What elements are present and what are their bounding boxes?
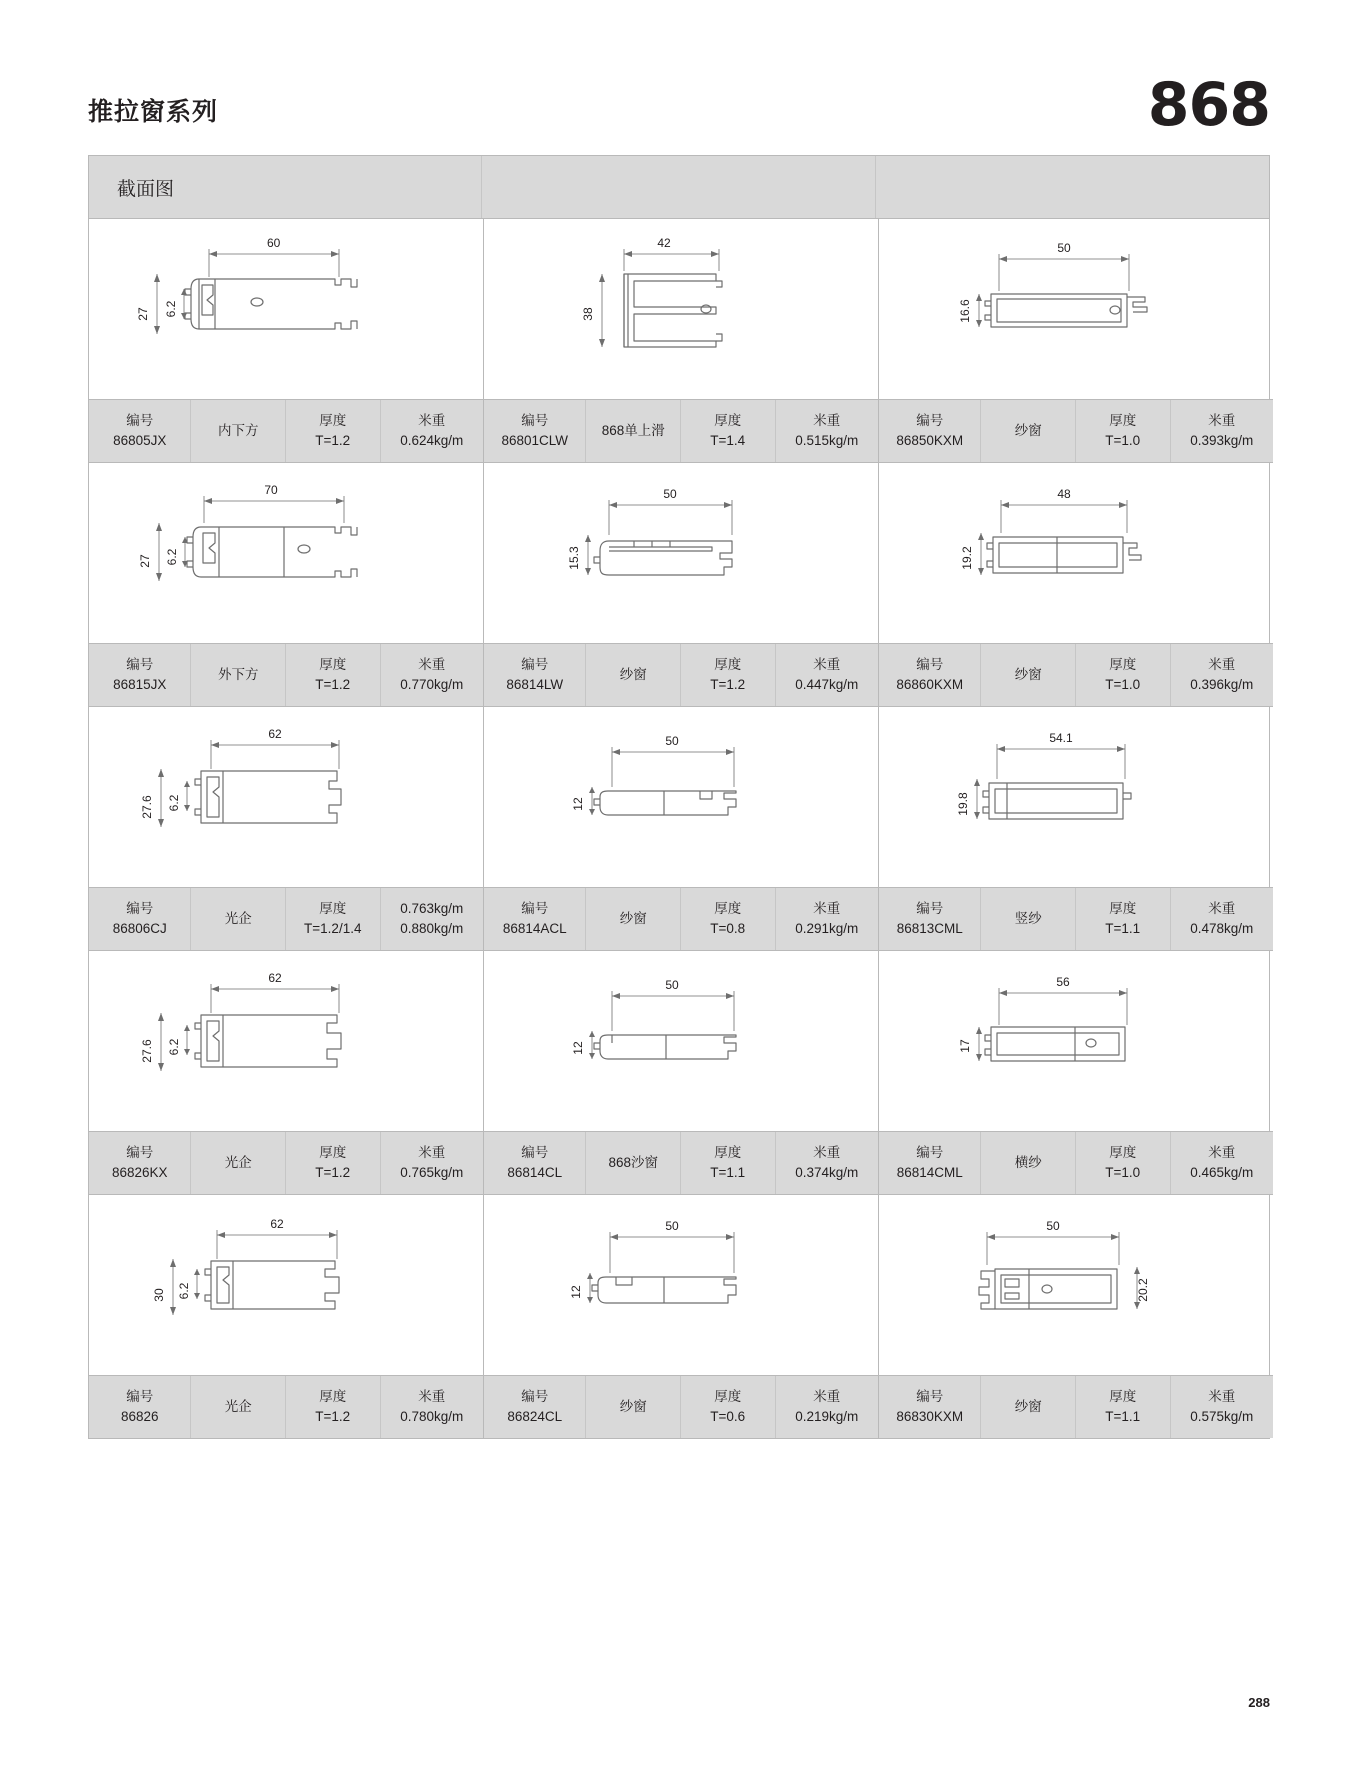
profile-figure-86814CL	[484, 951, 878, 1131]
dim-height: 12	[569, 1285, 583, 1299]
spec-weight-label: 米重	[1208, 657, 1236, 673]
spec-row	[89, 643, 483, 707]
spec-name: 竖纱	[981, 888, 1076, 950]
profile-cell	[879, 463, 1273, 707]
spec-thickness-value: T=1.1	[1105, 921, 1141, 936]
spec-thickness-label: 厚度	[714, 657, 742, 673]
spec-name: 纱窗	[586, 644, 681, 706]
spec-weight	[1171, 400, 1273, 462]
profile-cell	[89, 219, 484, 463]
spec-name: 光企	[191, 1132, 286, 1194]
spec-weight-value: 0.219kg/m	[795, 1409, 859, 1424]
profile-table	[88, 155, 1270, 1439]
spec-code	[484, 644, 586, 706]
spec-weight-label: 米重	[813, 657, 841, 673]
profile-cell	[484, 463, 879, 707]
profile-figure-86830KXM	[879, 1195, 1273, 1375]
dim-width: 42	[657, 236, 671, 250]
profile-cell	[484, 951, 879, 1195]
profile-cell	[484, 1195, 879, 1438]
spec-thickness	[1076, 644, 1171, 706]
spec-code-value: 86814CML	[896, 1165, 963, 1180]
spec-code-value: 86814LW	[506, 677, 564, 692]
spec-code-value: 86826KX	[111, 1165, 168, 1180]
spec-row	[484, 887, 878, 951]
dim-inner: 6.2	[164, 300, 178, 318]
spec-weight	[776, 644, 878, 706]
dim-height: 38	[581, 307, 595, 321]
spec-weight	[776, 1132, 878, 1194]
spec-code-label: 编号	[126, 1389, 154, 1405]
spec-thickness-value: T=1.4	[710, 433, 746, 448]
spec-thickness-value: T=1.2	[710, 677, 746, 692]
page-title: 推拉窗系列	[88, 98, 219, 126]
spec-name: 光企	[191, 1376, 286, 1438]
spec-code-label: 编号	[126, 657, 154, 673]
spec-code-value: 86815JX	[113, 677, 167, 692]
spec-weight	[381, 1376, 483, 1438]
spec-weight-label: 米重	[1208, 1389, 1236, 1405]
spec-thickness	[681, 888, 776, 950]
spec-weight-value: 0.374kg/m	[795, 1165, 859, 1180]
spec-code	[879, 888, 981, 950]
profile-figure-86814CML	[879, 951, 1273, 1131]
spec-code-label: 编号	[916, 657, 944, 673]
profile-figure-86826	[89, 1195, 483, 1375]
spec-code	[484, 1376, 586, 1438]
spec-weight-value: 0.291kg/m	[795, 921, 859, 936]
spec-thickness	[1076, 1132, 1171, 1194]
dim-height: 30	[152, 1288, 166, 1302]
spec-name: 纱窗	[981, 400, 1076, 462]
spec-code-label: 编号	[126, 901, 154, 917]
spec-thickness-value: T=0.6	[710, 1409, 746, 1424]
dim-width: 56	[1056, 975, 1070, 989]
spec-name: 光企	[191, 888, 286, 950]
spec-code	[89, 1132, 191, 1194]
spec-weight	[776, 400, 878, 462]
dim-inner: 6.2	[167, 1038, 181, 1056]
spec-weight-value: 0.447kg/m	[795, 677, 859, 692]
spec-row	[879, 399, 1273, 463]
profile-cell	[879, 951, 1273, 1195]
spec-code	[879, 400, 981, 462]
dim-height: 16.6	[958, 299, 972, 323]
profile-figure-86806CJ	[89, 707, 483, 887]
spec-code	[879, 1376, 981, 1438]
profile-cell	[879, 707, 1273, 951]
profile-cell	[89, 463, 484, 707]
spec-thickness-label: 厚度	[714, 901, 742, 917]
spec-thickness-label: 厚度	[714, 1389, 742, 1405]
dim-width: 48	[1057, 487, 1071, 501]
dim-height: 27.6	[140, 795, 154, 819]
profile-figure-86850KXM	[879, 219, 1273, 399]
spec-thickness	[681, 1132, 776, 1194]
spec-row	[89, 1131, 483, 1195]
spec-code	[484, 888, 586, 950]
spec-code	[879, 1132, 981, 1194]
spec-thickness-label: 厚度	[1109, 657, 1137, 673]
spec-code-label: 编号	[521, 413, 549, 429]
spec-weight-value: 0.515kg/m	[795, 433, 859, 448]
spec-name: 内下方	[191, 400, 286, 462]
spec-weight-value: 0.575kg/m	[1190, 1409, 1254, 1424]
dim-height: 20.2	[1136, 1278, 1150, 1302]
profile-figure-86815JX	[89, 463, 483, 643]
spec-weight	[1171, 644, 1273, 706]
dim-width: 50	[663, 487, 677, 501]
spec-row	[89, 399, 483, 463]
spec-thickness-label: 厚度	[319, 413, 347, 429]
spec-thickness-label: 厚度	[714, 413, 742, 429]
series-number: 868	[1147, 70, 1270, 140]
page-number: 288	[1248, 1695, 1270, 1710]
spec-name: 868单上滑	[586, 400, 681, 462]
profile-cell	[89, 951, 484, 1195]
spec-thickness-value: T=1.0	[1105, 677, 1141, 692]
spec-thickness-value: T=1.2	[315, 433, 351, 448]
spec-code-value: 86801CLW	[501, 433, 568, 448]
dim-width: 70	[264, 483, 278, 497]
spec-code	[484, 400, 586, 462]
spec-weight-value: 0.393kg/m	[1190, 433, 1254, 448]
spec-thickness-label: 厚度	[714, 1145, 742, 1161]
spec-code-label: 编号	[916, 1389, 944, 1405]
spec-weight-value: 0.624kg/m	[400, 433, 464, 448]
spec-code-value: 86814CL	[507, 1165, 563, 1180]
dim-height: 12	[571, 797, 585, 811]
profile-figure-86814LW	[484, 463, 878, 643]
spec-thickness-value: T=1.0	[1105, 433, 1141, 448]
spec-name: 纱窗	[981, 1376, 1076, 1438]
spec-thickness	[1076, 400, 1171, 462]
spec-code-value: 86814ACL	[502, 921, 567, 936]
spec-name: 纱窗	[586, 1376, 681, 1438]
dim-height: 27.6	[140, 1039, 154, 1063]
spec-weight	[381, 400, 483, 462]
dim-inner: 6.2	[165, 548, 179, 566]
profile-cell	[484, 707, 879, 951]
profile-figure-86801CLW	[484, 219, 878, 399]
spec-weight	[776, 1376, 878, 1438]
dim-width: 50	[665, 734, 679, 748]
spec-weight-label: 米重	[418, 413, 446, 429]
dim-width: 62	[270, 1217, 284, 1231]
spec-name: 纱窗	[586, 888, 681, 950]
dim-height: 27	[136, 307, 150, 321]
spec-thickness-label: 厚度	[319, 901, 347, 917]
spec-weight-value: 0.465kg/m	[1190, 1165, 1254, 1180]
spec-code	[484, 1132, 586, 1194]
spec-thickness-label: 厚度	[319, 1389, 347, 1405]
spec-weight-label: 米重	[813, 413, 841, 429]
spec-thickness	[286, 888, 381, 950]
dim-height: 15.3	[567, 546, 581, 570]
dim-width: 50	[665, 1219, 679, 1233]
spec-code-label: 编号	[521, 1389, 549, 1405]
spec-code-value: 86860KXM	[896, 677, 964, 692]
profile-cell	[879, 1195, 1273, 1438]
spec-code-label: 编号	[916, 1145, 944, 1161]
table-band-header	[89, 156, 1269, 219]
dim-height: 19.2	[960, 546, 974, 570]
spec-weight-label: 米重	[813, 1145, 841, 1161]
spec-thickness	[681, 400, 776, 462]
spec-thickness-label: 厚度	[1109, 901, 1137, 917]
spec-weight-label: 米重	[813, 901, 841, 917]
table-row	[89, 219, 1269, 463]
dim-height: 17	[958, 1039, 972, 1053]
dim-inner: 6.2	[167, 794, 181, 812]
dim-width: 62	[268, 971, 282, 985]
spec-row	[879, 643, 1273, 707]
dim-width: 62	[268, 727, 282, 741]
spec-name: 868沙窗	[586, 1132, 681, 1194]
page-header	[88, 70, 1270, 140]
spec-code-label: 编号	[521, 901, 549, 917]
spec-code-label: 编号	[916, 413, 944, 429]
spec-code-value: 86824CL	[507, 1409, 563, 1424]
spec-weight-label: 米重	[813, 1389, 841, 1405]
spec-thickness	[681, 1376, 776, 1438]
spec-weight-value: 0.780kg/m	[400, 1409, 464, 1424]
spec-weight-label: 米重	[1208, 413, 1236, 429]
spec-thickness-value: T=1.2	[315, 677, 351, 692]
spec-thickness	[1076, 888, 1171, 950]
spec-weight	[381, 644, 483, 706]
spec-code-label: 编号	[916, 901, 944, 917]
spec-name: 纱窗	[981, 644, 1076, 706]
profile-figure-86860KXM	[879, 463, 1273, 643]
dim-height: 19.8	[956, 792, 970, 816]
spec-weight	[381, 1132, 483, 1194]
spec-thickness	[1076, 1376, 1171, 1438]
spec-thickness-value: T=0.8	[710, 921, 746, 936]
dim-width: 50	[1057, 241, 1071, 255]
profile-cell	[484, 219, 879, 463]
spec-code-value: 86806CJ	[112, 921, 167, 936]
spec-name: 外下方	[191, 644, 286, 706]
spec-weight	[381, 888, 483, 950]
spec-thickness-label: 厚度	[1109, 1389, 1137, 1405]
spec-code-label: 编号	[521, 657, 549, 673]
spec-thickness-value: T=1.2	[315, 1409, 351, 1424]
dim-width: 54.1	[1049, 731, 1073, 745]
spec-code-label: 编号	[126, 413, 154, 429]
spec-row	[879, 887, 1273, 951]
spec-code-value: 86826	[120, 1409, 159, 1424]
spec-weight-value: 0.478kg/m	[1190, 921, 1254, 936]
band-cell-1: 截面图	[89, 156, 482, 218]
spec-row	[484, 643, 878, 707]
spec-code-value: 86813CML	[896, 921, 963, 936]
spec-thickness	[286, 1132, 381, 1194]
spec-thickness	[286, 400, 381, 462]
spec-code-label: 编号	[521, 1145, 549, 1161]
spec-weight-label: 米重	[1208, 1145, 1236, 1161]
dim-height: 12	[571, 1041, 585, 1055]
profile-figure-86814ACL	[484, 707, 878, 887]
spec-code	[89, 888, 191, 950]
spec-row	[484, 1375, 878, 1438]
spec-weight-label: 米重	[418, 1145, 446, 1161]
spec-weight-label: 米重	[418, 657, 446, 673]
spec-weight-value: 0.770kg/m	[400, 677, 464, 692]
spec-thickness	[681, 644, 776, 706]
profile-figure-86813CML	[879, 707, 1273, 887]
spec-code-value: 86850KXM	[896, 433, 964, 448]
spec-weight	[1171, 1376, 1273, 1438]
profile-cell	[879, 219, 1273, 463]
spec-thickness-label: 厚度	[319, 657, 347, 673]
spec-name: 横纱	[981, 1132, 1076, 1194]
spec-code-label: 编号	[126, 1145, 154, 1161]
spec-weight	[1171, 888, 1273, 950]
spec-weight	[776, 888, 878, 950]
spec-thickness-value: T=1.1	[710, 1165, 746, 1180]
profile-figure-86824CL	[484, 1195, 878, 1375]
spec-code	[89, 644, 191, 706]
spec-thickness-value: T=1.0	[1105, 1165, 1141, 1180]
table-row	[89, 463, 1269, 707]
spec-row	[89, 887, 483, 951]
spec-code	[89, 400, 191, 462]
spec-row	[484, 399, 878, 463]
table-row	[89, 707, 1269, 951]
profile-cell	[89, 1195, 484, 1438]
spec-weight	[1171, 1132, 1273, 1194]
dim-inner: 6.2	[177, 1282, 191, 1300]
table-row	[89, 951, 1269, 1195]
spec-thickness-label: 厚度	[1109, 413, 1137, 429]
spec-thickness-value: T=1.2	[315, 1165, 351, 1180]
spec-weight-label: 0.763kg/m	[400, 901, 464, 917]
spec-thickness-label: 厚度	[1109, 1145, 1137, 1161]
dim-width: 60	[267, 236, 281, 250]
dim-height: 27	[138, 554, 152, 568]
spec-code	[89, 1376, 191, 1438]
spec-thickness-value: T=1.1	[1105, 1409, 1141, 1424]
dim-width: 50	[1046, 1219, 1060, 1233]
spec-thickness-label: 厚度	[319, 1145, 347, 1161]
spec-weight-value: 0.765kg/m	[400, 1165, 464, 1180]
spec-row	[879, 1375, 1273, 1438]
spec-code-value: 86830KXM	[896, 1409, 964, 1424]
spec-weight-label: 米重	[418, 1389, 446, 1405]
profile-cell	[89, 707, 484, 951]
table-row	[89, 1195, 1269, 1438]
spec-thickness	[286, 644, 381, 706]
band-cell-2	[482, 156, 875, 218]
spec-code-value: 86805JX	[113, 433, 167, 448]
dim-width: 50	[665, 978, 679, 992]
band-cell-3	[876, 156, 1269, 218]
spec-weight-value: 0.880kg/m	[400, 921, 464, 936]
spec-weight-label: 米重	[1208, 901, 1236, 917]
spec-thickness-value: T=1.2/1.4	[304, 921, 362, 936]
profile-figure-86826KX	[89, 951, 483, 1131]
spec-row	[484, 1131, 878, 1195]
spec-row	[89, 1375, 483, 1438]
profile-figure-86805JX	[89, 219, 483, 399]
spec-weight-value: 0.396kg/m	[1190, 677, 1254, 692]
spec-code	[879, 644, 981, 706]
spec-row	[879, 1131, 1273, 1195]
spec-thickness	[286, 1376, 381, 1438]
